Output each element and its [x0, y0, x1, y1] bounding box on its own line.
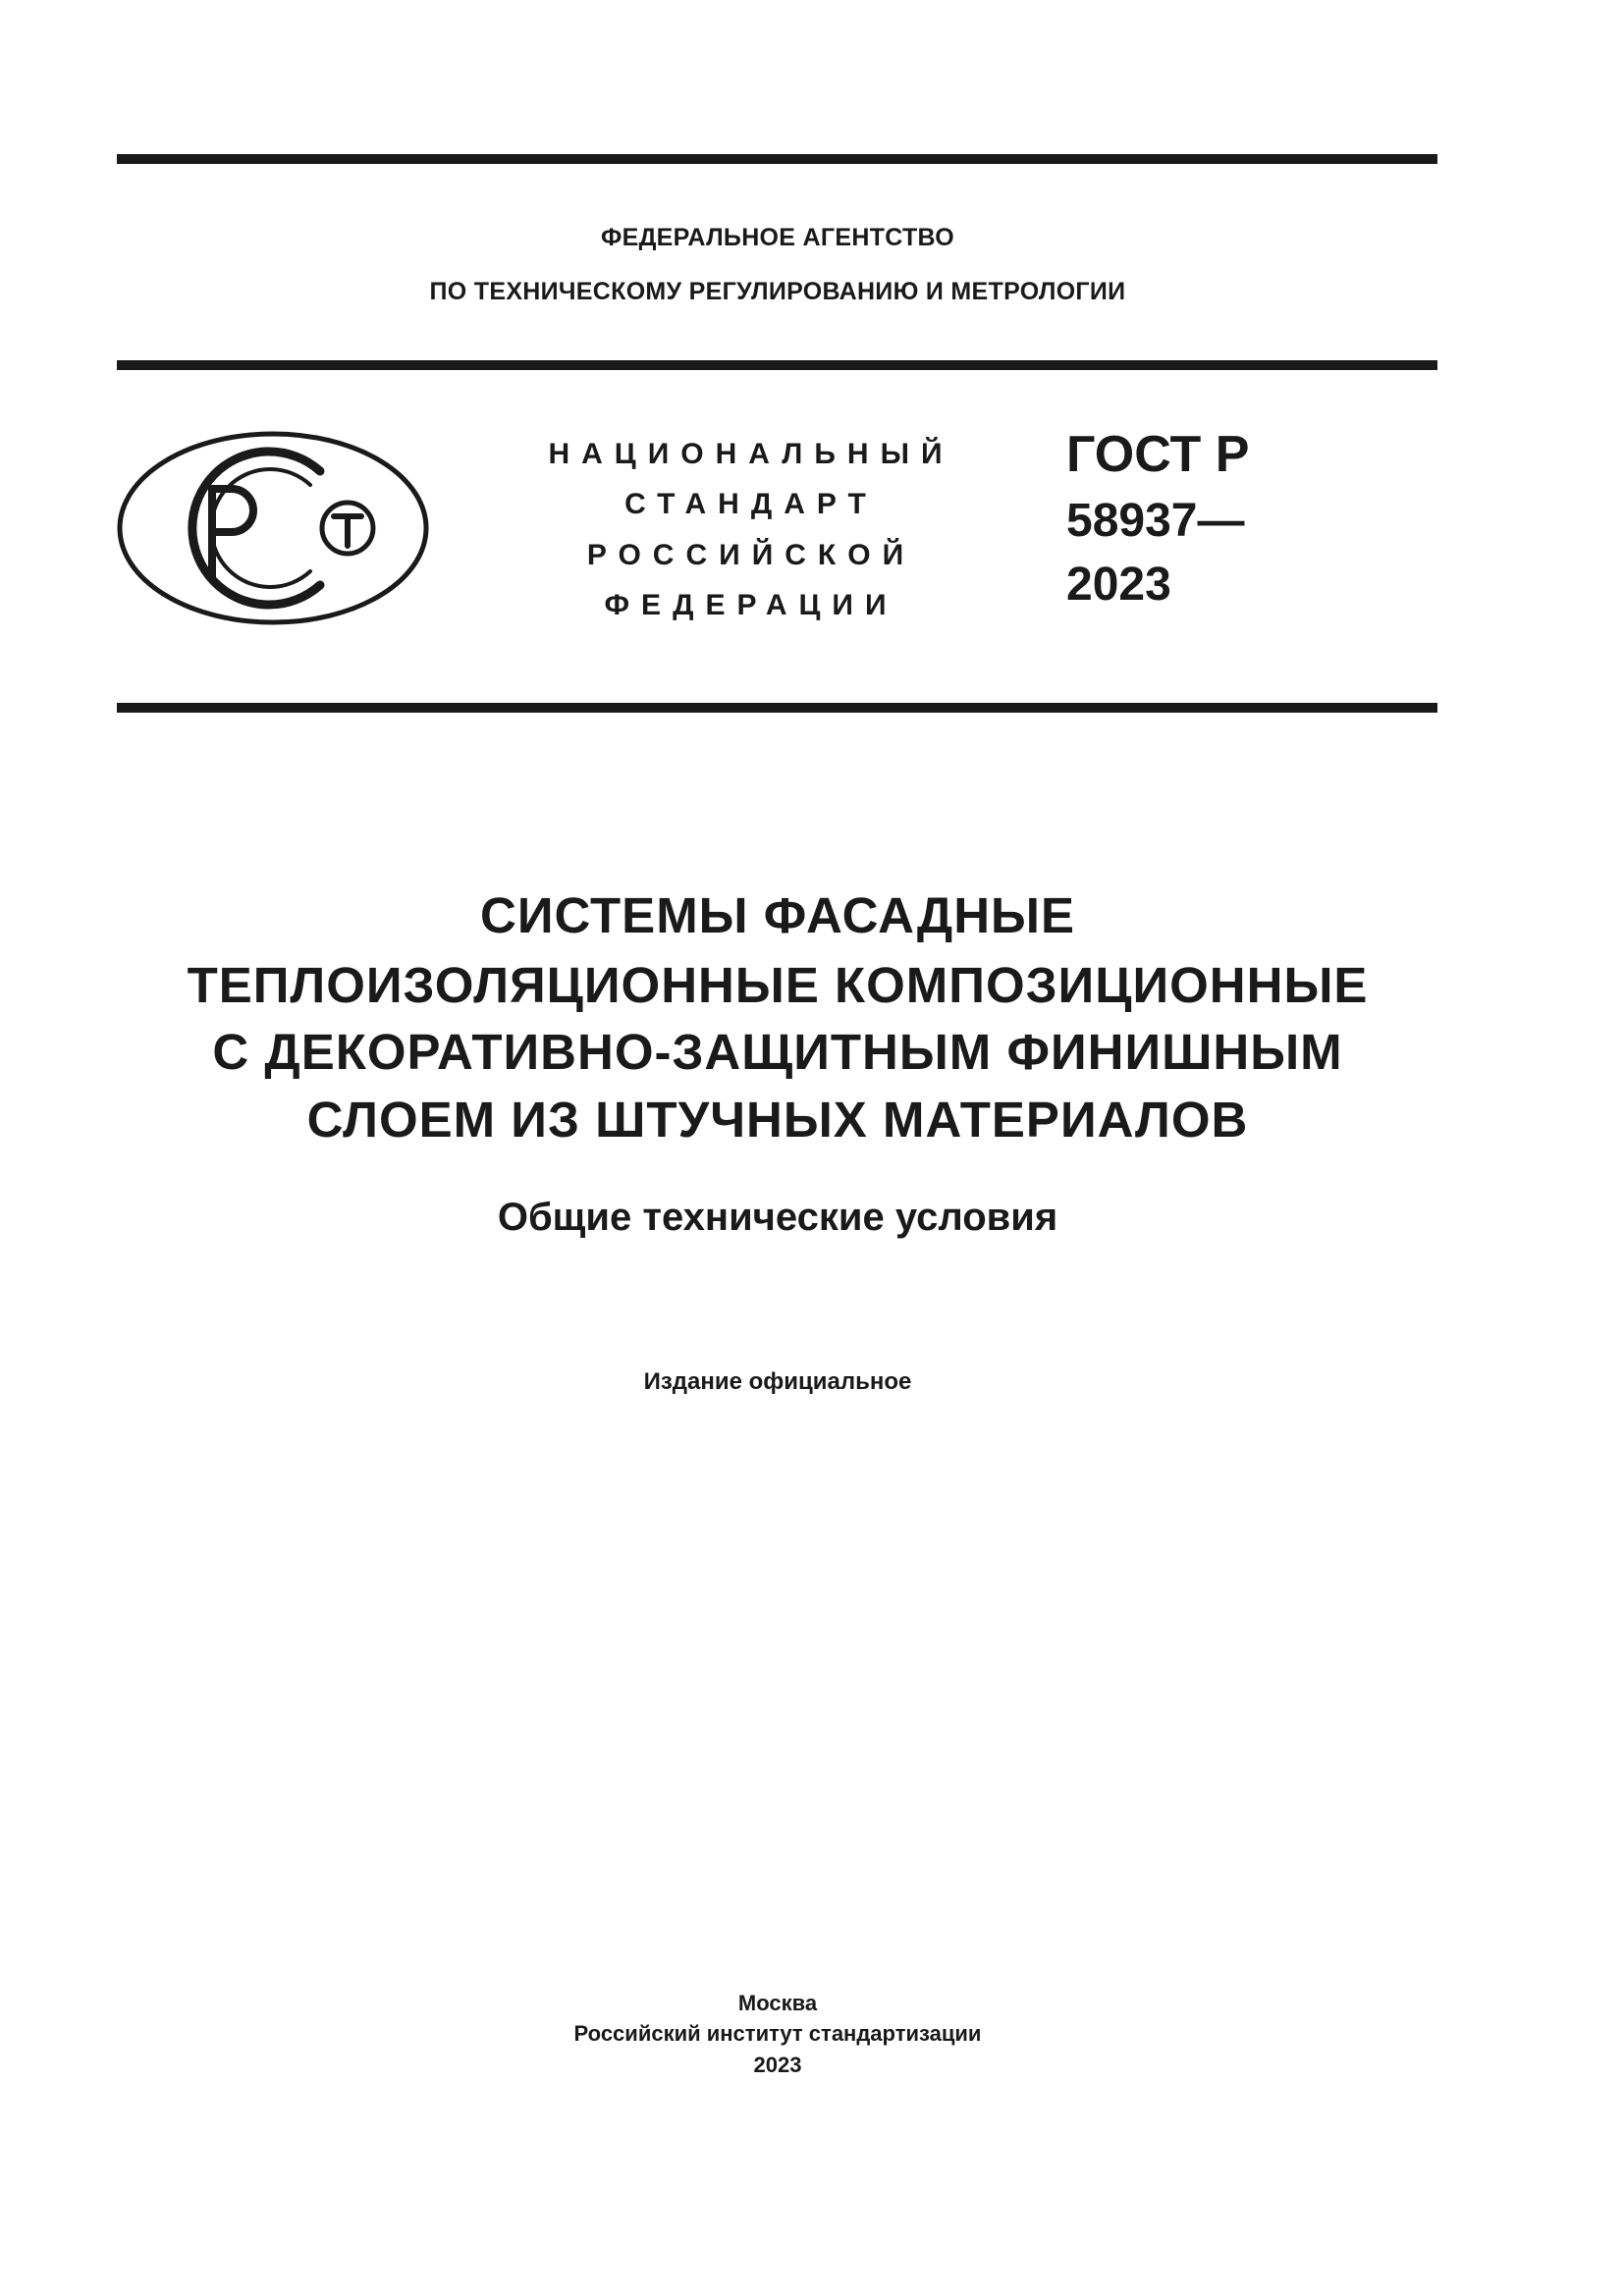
standard-type-line-3: РОССИЙСКОЙ	[586, 539, 916, 571]
document-subtitle: Общие технические условия	[497, 1196, 1058, 1239]
publication-year: 2023	[753, 2053, 802, 2077]
rst-logo-icon	[116, 430, 430, 626]
standard-type-line-1: НАЦИОНАЛЬНЫЙ	[548, 438, 954, 470]
document-title-line-3: С ДЕКОРАТИВНО-ЗАЩИТНЫМ ФИНИШНЫМ	[212, 1024, 1343, 1080]
standard-type-line-2: СТАНДАРТ	[624, 488, 878, 520]
agency-name-line-1: ФЕДЕРАЛЬНОЕ АГЕНТСТВО	[600, 224, 955, 251]
header-divider-rule	[117, 360, 1437, 370]
publisher-name: Российский институт стандартизации	[573, 2021, 982, 2046]
standard-designation-line-3: 2023	[1066, 559, 1171, 611]
standard-designation-line-1: ГОСТ Р	[1066, 426, 1250, 483]
document-title-line-4: СЛОЕМ ИЗ ШТУЧНЫХ МАТЕРИАЛОВ	[306, 1092, 1249, 1148]
standard-type-line-4: ФЕДЕРАЦИИ	[604, 589, 898, 621]
publication-city: Москва	[737, 1991, 818, 2015]
top-rule	[117, 154, 1437, 164]
document-title-line-1: СИСТЕМЫ ФАСАДНЫЕ	[479, 887, 1075, 943]
header-bottom-rule	[117, 703, 1437, 713]
edition-note: Издание официальное	[643, 1368, 912, 1395]
standard-designation-line-2: 58937—	[1066, 495, 1245, 547]
document-title-line-2: ТЕПЛОИЗОЛЯЦИОННЫЕ КОМПОЗИЦИОННЫЕ	[187, 957, 1369, 1013]
agency-name-line-2: ПО ТЕХНИЧЕСКОМУ РЕГУЛИРОВАНИЮ И МЕТРОЛОГИИ	[429, 278, 1126, 305]
